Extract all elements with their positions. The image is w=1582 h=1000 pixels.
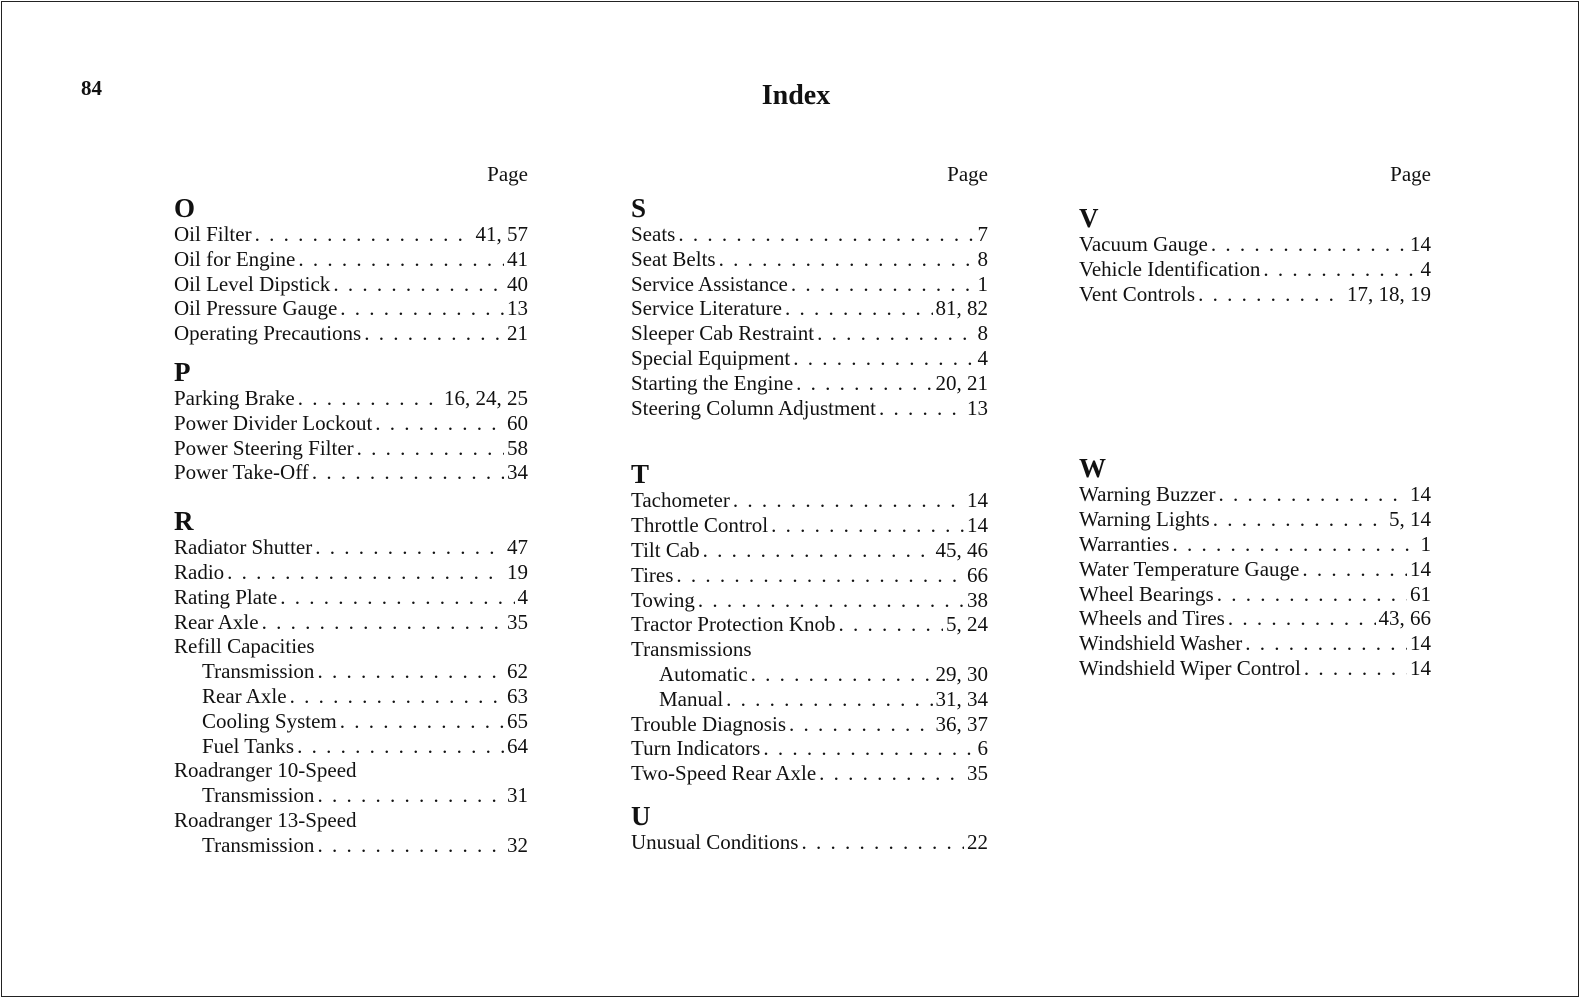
dot-leader bbox=[340, 296, 504, 321]
dot-leader bbox=[280, 585, 514, 610]
index-entry bbox=[631, 247, 988, 272]
page-title: Index bbox=[761, 80, 831, 111]
index-entry bbox=[174, 758, 528, 783]
section-letter: U bbox=[631, 800, 651, 831]
entry-page-number: 45, 46 bbox=[935, 537, 988, 562]
dot-leader bbox=[298, 247, 504, 272]
section-letter: W bbox=[1079, 453, 1106, 484]
index-entry bbox=[174, 386, 528, 411]
entry-page-number: 61 bbox=[1410, 581, 1431, 606]
index-section bbox=[631, 802, 988, 855]
dot-leader bbox=[839, 612, 943, 637]
entry-label: Tachometer bbox=[631, 488, 730, 513]
entry-page-number: 31 bbox=[507, 783, 528, 808]
dot-leader bbox=[227, 560, 504, 585]
entry-label: Transmissions bbox=[631, 637, 752, 662]
entry-page-number: 4 bbox=[517, 584, 528, 609]
dot-leader bbox=[796, 371, 932, 396]
dot-leader bbox=[1211, 232, 1407, 257]
entry-label: Two-Speed Rear Axle bbox=[631, 761, 817, 786]
dot-leader bbox=[801, 830, 964, 855]
index-entry bbox=[631, 761, 988, 786]
index-entry bbox=[174, 833, 528, 858]
dot-leader bbox=[751, 662, 933, 687]
entry-page-number: 35 bbox=[967, 761, 988, 786]
index-entry bbox=[174, 659, 528, 684]
entry-label: Operating Precautions bbox=[174, 321, 362, 346]
index-entry bbox=[174, 610, 528, 635]
dot-leader bbox=[364, 321, 504, 346]
index-entry bbox=[174, 535, 528, 560]
entry-page-number: 5, 24 bbox=[946, 612, 988, 637]
entry-label: Transmission bbox=[202, 659, 315, 684]
column-header-page: Page bbox=[1390, 162, 1431, 186]
index-entry bbox=[174, 411, 528, 436]
index-entry bbox=[174, 634, 528, 659]
entry-page-number: 63 bbox=[507, 683, 528, 708]
entry-label: Oil for Engine bbox=[174, 246, 296, 271]
index-entry bbox=[174, 684, 528, 709]
entry-page-number: 36, 37 bbox=[935, 711, 988, 736]
index-section bbox=[174, 507, 528, 857]
index-entry bbox=[1079, 232, 1431, 257]
entry-label: Vent Controls bbox=[1079, 281, 1196, 306]
dot-leader bbox=[879, 396, 964, 421]
dot-leader bbox=[726, 687, 932, 712]
dot-leader bbox=[255, 222, 473, 247]
entry-label: Unusual Conditions bbox=[631, 829, 799, 854]
dot-leader bbox=[375, 411, 504, 436]
entry-label: Radiator Shutter bbox=[174, 535, 313, 560]
entry-page-number: 22 bbox=[967, 829, 988, 854]
dot-leader bbox=[793, 346, 974, 371]
dot-leader bbox=[817, 321, 974, 346]
dot-leader bbox=[698, 588, 964, 613]
entry-label: Water Temperature Gauge bbox=[1079, 556, 1300, 581]
entry-page-number: 4 bbox=[1420, 256, 1431, 281]
entry-page-number: 8 bbox=[977, 246, 988, 271]
index-column-1 bbox=[174, 162, 528, 858]
entry-label: Throttle Control bbox=[631, 513, 769, 538]
index-column-2 bbox=[631, 162, 988, 855]
entry-label: Power Steering Filter bbox=[174, 435, 354, 460]
index-entry bbox=[631, 712, 988, 737]
entry-label: Roadranger 13-Speed bbox=[174, 807, 357, 832]
entry-page-number: 58 bbox=[507, 435, 528, 460]
entry-page-number: 8 bbox=[977, 321, 988, 346]
entry-page-number: 14 bbox=[1410, 655, 1431, 680]
index-entry bbox=[174, 296, 528, 321]
entry-label: Rear Axle bbox=[202, 683, 287, 708]
entry-label: Towing bbox=[631, 587, 695, 612]
entry-page-number: 41, 57 bbox=[475, 222, 528, 246]
dot-leader bbox=[678, 222, 974, 247]
column-sections bbox=[1079, 204, 1431, 681]
entry-label: Cooling System bbox=[202, 708, 337, 733]
index-entry bbox=[174, 783, 528, 808]
entry-page-number: 14 bbox=[967, 488, 988, 513]
index-entry bbox=[631, 371, 988, 396]
index-entry bbox=[631, 662, 988, 687]
dot-leader bbox=[317, 783, 504, 808]
index-section bbox=[631, 460, 988, 786]
dot-leader bbox=[1228, 606, 1376, 631]
index-entry bbox=[1079, 507, 1431, 532]
section-letter: T bbox=[631, 459, 650, 490]
index-entry bbox=[631, 588, 988, 613]
dot-leader bbox=[771, 513, 964, 538]
entry-page-number: 43, 66 bbox=[1378, 606, 1431, 631]
entry-page-number: 7 bbox=[977, 222, 988, 246]
index-entry bbox=[1079, 606, 1431, 631]
entry-page-number: 65 bbox=[507, 708, 528, 733]
entry-page-number: 64 bbox=[507, 733, 528, 758]
dot-leader bbox=[789, 712, 933, 737]
entry-page-number: 60 bbox=[507, 410, 528, 435]
index-entry bbox=[1079, 257, 1431, 282]
entry-page-number: 66 bbox=[967, 562, 988, 587]
entry-label: Service Literature bbox=[631, 296, 782, 321]
entry-page-number: 6 bbox=[977, 736, 988, 761]
index-entry bbox=[631, 488, 988, 513]
entry-label: Refill Capacities bbox=[174, 634, 315, 659]
entry-page-number: 62 bbox=[507, 659, 528, 684]
entry-label: Vacuum Gauge bbox=[1079, 232, 1208, 256]
index-entry bbox=[1079, 482, 1431, 507]
index-entry bbox=[1079, 532, 1431, 557]
entry-label: Manual bbox=[659, 686, 724, 711]
dot-leader bbox=[297, 734, 504, 759]
dot-leader bbox=[1213, 507, 1386, 532]
entry-label: Tilt Cab bbox=[631, 537, 700, 562]
entry-label: Steering Column Adjustment bbox=[631, 395, 876, 420]
column-header-page: Page bbox=[487, 162, 528, 186]
entry-page-number: 16, 24, 25 bbox=[444, 385, 528, 410]
entry-label: Oil Pressure Gauge bbox=[174, 296, 338, 321]
index-entry bbox=[631, 736, 988, 761]
entry-page-number: 1 bbox=[1420, 531, 1431, 556]
index-entry bbox=[174, 808, 528, 833]
dot-leader bbox=[676, 563, 964, 588]
index-entry bbox=[631, 321, 988, 346]
index-entry bbox=[631, 687, 988, 712]
dot-leader bbox=[733, 488, 964, 513]
entry-label: Sleeper Cab Restraint bbox=[631, 321, 815, 346]
index-entry bbox=[631, 830, 988, 855]
entry-label: Special Equipment bbox=[631, 345, 791, 370]
entry-label: Warning Lights bbox=[1079, 507, 1210, 532]
entry-page-number: 38 bbox=[967, 587, 988, 612]
entry-label: Warning Buzzer bbox=[1079, 482, 1216, 507]
section-letter: R bbox=[174, 506, 194, 537]
entry-page-number: 13 bbox=[967, 395, 988, 420]
dot-leader bbox=[317, 833, 504, 858]
entry-page-number: 29, 30 bbox=[935, 661, 988, 686]
index-section bbox=[174, 358, 528, 485]
index-entry bbox=[1079, 282, 1431, 307]
index-entry bbox=[174, 734, 528, 759]
index-entry bbox=[631, 612, 988, 637]
dot-leader bbox=[333, 272, 504, 297]
dot-leader bbox=[262, 610, 504, 635]
entry-page-number: 31, 34 bbox=[935, 686, 988, 711]
entry-label: Parking Brake bbox=[174, 385, 295, 410]
entry-page-number: 81, 82 bbox=[935, 296, 988, 321]
dot-leader bbox=[1172, 532, 1417, 557]
column-sections bbox=[631, 194, 988, 855]
entry-label: Seat Belts bbox=[631, 246, 716, 271]
entry-label: Oil Filter bbox=[174, 222, 252, 246]
entry-page-number: 14 bbox=[1410, 556, 1431, 581]
index-entry bbox=[174, 709, 528, 734]
section-letter: V bbox=[1079, 203, 1099, 233]
index-entry bbox=[1079, 557, 1431, 582]
index-column-3 bbox=[1079, 162, 1431, 681]
entry-page-number: 14 bbox=[1410, 232, 1431, 256]
index-entry bbox=[631, 272, 988, 297]
entry-page-number: 14 bbox=[1410, 631, 1431, 656]
index-section bbox=[174, 194, 528, 346]
index-entry bbox=[174, 247, 528, 272]
entry-label: Seats bbox=[631, 222, 676, 246]
section-letter: O bbox=[174, 193, 196, 223]
section-letter: S bbox=[631, 193, 647, 223]
index-entry bbox=[174, 460, 528, 485]
entry-label: Tractor Protection Knob bbox=[631, 612, 836, 637]
dot-leader bbox=[763, 736, 974, 761]
index-entry bbox=[1079, 631, 1431, 656]
dot-leader bbox=[703, 538, 933, 563]
entry-page-number: 32 bbox=[507, 832, 528, 857]
index-entry bbox=[174, 222, 528, 247]
entry-page-number: 47 bbox=[507, 535, 528, 560]
entry-label: Transmission bbox=[202, 832, 315, 857]
index-entry bbox=[631, 637, 988, 662]
dot-leader bbox=[1302, 557, 1407, 582]
entry-label: Service Assistance bbox=[631, 271, 788, 296]
entry-label: Power Take-Off bbox=[174, 460, 309, 485]
index-entry bbox=[631, 296, 988, 321]
entry-page-number: 5, 14 bbox=[1389, 507, 1431, 532]
entry-label: Power Divider Lockout bbox=[174, 410, 373, 435]
index-entry bbox=[1079, 656, 1431, 681]
dot-leader bbox=[785, 296, 933, 321]
entry-label: Turn Indicators bbox=[631, 736, 761, 761]
entry-page-number: 21 bbox=[507, 321, 528, 346]
index-entry bbox=[631, 346, 988, 371]
entry-label: Wheel Bearings bbox=[1079, 581, 1214, 606]
entry-label: Rear Axle bbox=[174, 609, 259, 634]
entry-page-number: 35 bbox=[507, 609, 528, 634]
section-letter: P bbox=[174, 356, 191, 387]
dot-leader bbox=[1245, 631, 1407, 656]
entry-page-number: 1 bbox=[977, 271, 988, 296]
index-entry bbox=[631, 396, 988, 421]
dot-leader bbox=[317, 659, 504, 684]
entry-page-number: 40 bbox=[507, 271, 528, 296]
dot-leader bbox=[315, 535, 504, 560]
entry-page-number: 4 bbox=[977, 345, 988, 370]
index-section bbox=[1079, 454, 1431, 680]
dot-leader bbox=[1219, 482, 1408, 507]
entry-label: Transmission bbox=[202, 783, 315, 808]
entry-page-number: 17, 18, 19 bbox=[1347, 281, 1431, 306]
dot-leader bbox=[1263, 257, 1417, 282]
index-entry bbox=[631, 563, 988, 588]
dot-leader bbox=[290, 684, 504, 709]
index-entry bbox=[174, 560, 528, 585]
entry-label: Windshield Wiper Control bbox=[1079, 655, 1301, 680]
entry-page-number: 13 bbox=[507, 296, 528, 321]
entry-label: Trouble Diagnosis bbox=[631, 711, 786, 736]
dot-leader bbox=[1304, 656, 1407, 681]
entry-page-number: 20, 21 bbox=[935, 370, 988, 395]
entry-label: Radio bbox=[174, 559, 225, 584]
dot-leader bbox=[819, 761, 964, 786]
dot-leader bbox=[298, 386, 441, 411]
entry-label: Starting the Engine bbox=[631, 370, 794, 395]
entry-label: Roadranger 10-Speed bbox=[174, 758, 357, 783]
index-section bbox=[631, 194, 988, 420]
entry-label: Tires bbox=[631, 562, 674, 587]
index-entry bbox=[174, 436, 528, 461]
index-entry bbox=[174, 585, 528, 610]
entry-page-number: 19 bbox=[507, 559, 528, 584]
entry-page-number: 34 bbox=[507, 460, 528, 485]
dot-leader bbox=[719, 247, 975, 272]
column-sections bbox=[174, 194, 528, 858]
page-number: 84 bbox=[81, 76, 102, 100]
index-entry bbox=[1079, 582, 1431, 607]
dot-leader bbox=[357, 436, 504, 461]
index-section bbox=[1079, 204, 1431, 306]
entry-page-number: 14 bbox=[967, 513, 988, 538]
dot-leader bbox=[312, 460, 504, 485]
entry-label: Vehicle Identification bbox=[1079, 256, 1261, 281]
entry-label: Automatic bbox=[659, 661, 748, 686]
dot-leader bbox=[340, 709, 504, 734]
index-entry bbox=[174, 272, 528, 297]
entry-page-number: 41 bbox=[507, 246, 528, 271]
entry-label: Rating Plate bbox=[174, 584, 278, 609]
index-entry bbox=[631, 538, 988, 563]
index-entry bbox=[631, 513, 988, 538]
index-entry bbox=[631, 222, 988, 247]
entry-label: Wheels and Tires bbox=[1079, 606, 1225, 631]
dot-leader bbox=[1198, 282, 1344, 307]
entry-label: Fuel Tanks bbox=[202, 733, 295, 758]
entry-page-number: 14 bbox=[1410, 482, 1431, 507]
column-header-page: Page bbox=[947, 162, 988, 186]
dot-leader bbox=[1217, 582, 1407, 607]
entry-label: Windshield Washer bbox=[1079, 631, 1243, 656]
entry-label: Warranties bbox=[1079, 531, 1170, 556]
dot-leader bbox=[791, 272, 975, 297]
index-entry bbox=[174, 321, 528, 346]
entry-label: Oil Level Dipstick bbox=[174, 271, 331, 296]
